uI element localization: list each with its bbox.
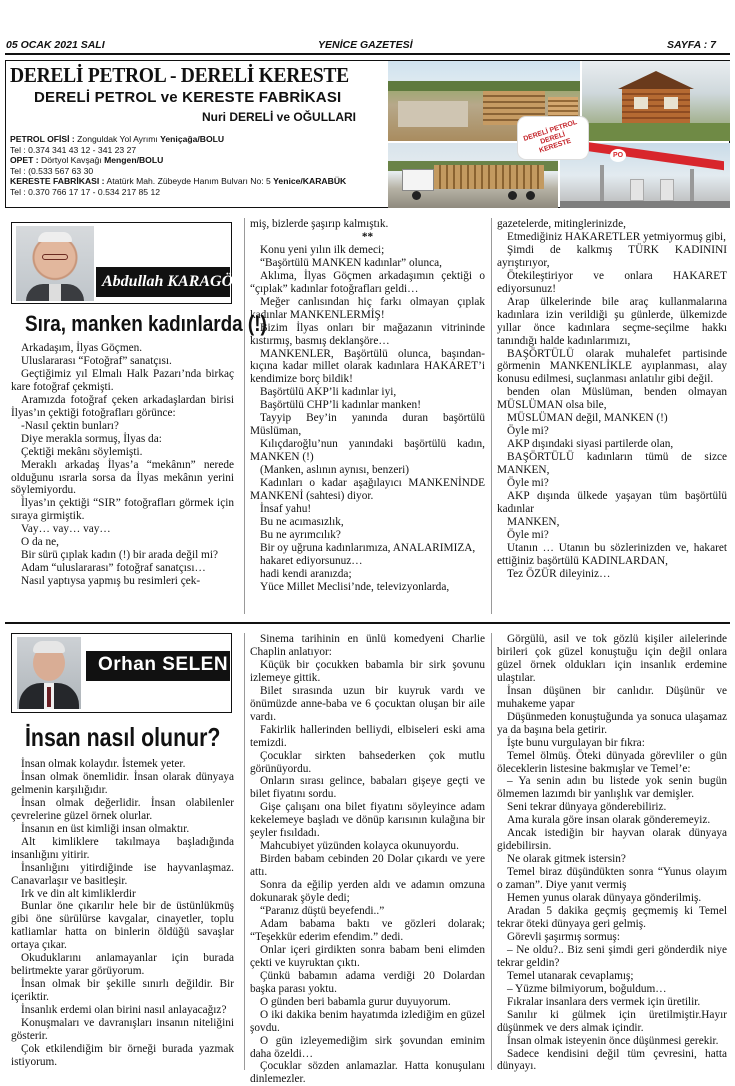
paragraph: Gişe çalışanı ona bilet fiyatını söyleyince adam kekelemeye başladı ve dönüp karısının kulağına bir şeyler fısıldadı. [250,801,485,840]
article1-column-2 [250,218,485,614]
author-box [11,222,243,304]
paragraph: Yüce Millet Meclisi’nde, televizyonlarda, [260,580,450,593]
page-number: SAYFA : 7 [667,39,717,51]
ad-line: Tel : (0.533 567 63 30 [10,165,94,176]
paragraph: Birden babam cebinden 20 Dolar çıkardı ve yere attı. [250,853,485,879]
paragraph: Düşünmeden konuştuğunda ya sonuca ulaşamaz ya da başına bela getirir. [497,710,727,736]
paragraph: Temel ölmüş. Öteki dünyada görevliler o gün öleceklerin listesine bakmışlar ve Temel’e: [497,749,727,775]
paragraph: İlyas’ın çektiği “SIR” fotoğrafları görmek için sıraya girmiştik. [11,497,234,523]
article1-column-1 [11,342,234,614]
ad-subtitle: DERELİ PETROL ve KERESTE FABRİKASI [34,89,342,106]
paragraph: Ancak istediğin bir hayvan olarak dünyaya gidebilirsin. [497,827,727,853]
paragraph: İnsan olmak değerlidir. İnsan olabilenler çevrelerine güzel örnek olurlar. [11,796,234,822]
paragraph: AKP dışındaki siyasi partilerde olan, [507,438,674,451]
advertisement-box [5,60,730,208]
paragraph: benden olan Müslüman, benden olmayan MÜSLÜMAN olsa bile, [497,386,727,412]
paragraph: Öyle mi? [507,425,549,438]
paragraph: İnsan olmak bir şekille sınırlı değildir. Bir içeriktir. [11,978,234,1004]
paragraph: BAŞÖRTÜLÜ kadınların tümü de sizce MANKEN, [497,451,727,477]
paragraph: – Ne oldu?.. Biz seni şimdi geri gönderdik niye tekrar geldin? [497,943,727,969]
paragraph: Şimdi de kalkmış TÜRK KADININI ayrıştırıyor, [497,243,727,269]
paragraph: (Manken, aslının aynısı, benzeri) [260,464,410,477]
paragraph: İnsan olmak kolaydır. İstemek yeter. [21,758,186,770]
separator-stars: ** [361,230,374,243]
paragraph: Temel utanarak cevaplamış; [507,969,634,982]
paragraph: O gün izleyemediğim sirk şovundan eminim daha özeldi… [250,1034,485,1060]
paragraph: Çocuklar sirkten bahsederken çok mutlu görünüyordu. [250,749,485,775]
paragraph: MANKEN, [507,515,560,528]
paragraph: Adam “uluslararası” fotoğraf sanatçısı… [21,562,206,575]
ad-title: DERELİ PETROL - DERELİ KERESTE [10,63,349,87]
paragraph: Bir sürü çıplak kadın (!) bir arada değil mi? [21,549,219,562]
paragraph: Sinema tarihinin en ünlü komedyeni Charlie Chaplin anlatıyor: [250,633,485,658]
section-rule [5,622,730,624]
paragraph: Görgülü, asil ve tok gözlü kişiler ailelerinde birileri çok güzel konuştuğu için değil onlara güzel örnek oldukları için insanlık erdemine ulaştılar. [497,633,727,684]
ad-logo-text: DERELİ PETROL DERELİ KERESTE [522,118,579,155]
paragraph: Sanılır ki gülmek için üretilmiştir.Hayır düşünmek ve ders almak içindir. [497,1008,727,1034]
paragraph: Irk ve din alt kimliklerdir [21,887,136,900]
paragraph: Görevli şaşırmış sormuş: [507,930,620,943]
header-rule [5,53,730,55]
paragraph: Çünkü babamın adama verdiği 20 Dolardan başka parası yoktu. [250,969,485,995]
paragraph: MANKENLER, Başörtülü olunca, başından-kıçına kadar millet olarak kadınlara HAKARET’i kendimize borç bildik! [250,347,485,386]
paragraph: Konuşmaları ve davranışları insanın niteliğini gösterir. [11,1017,234,1043]
ad-owner: Nuri DERELİ ve OĞULLARI [202,110,357,124]
paragraph: – Ya senin adın bu listede yok senin bugün ölmemen lazımdı bir yanlışlık var demişler. [497,775,727,801]
paragraph: hadi kendi aranızda; [260,567,352,580]
paragraph: Uluslararası “Fotoğraf” sanatçısı. [21,354,172,367]
paragraph: Onlar içeri girdikten sonra babam beni elimden çekti ve kuyruktan çıktı. [250,943,485,969]
article1-title: Sıra, manken kadınlarda (!) [25,311,267,336]
station-logo: PO [610,149,626,162]
paragraph: Adam babama baktı ve gözleri dolarak; “Teşekkür ederim efendim.” dedi. [250,917,485,943]
paragraph: İşte bunu vurgulayan bir fıkra: [507,736,645,749]
paragraph: Öyle mi? [507,477,549,490]
author-name: Abdullah KARAGÖZ [102,273,243,290]
paragraph: Küçük bir çocukken babamla bir sirk şovunu izlemeye gittik. [250,658,485,684]
paragraph: gazetelerde, mitinglerinizde, [497,218,626,230]
ad-logo-badge [518,117,588,159]
paragraph: Sadece kendisini değil tüm çevresini, hatta dünyayı. [497,1047,727,1073]
article1-column-3 [497,218,727,614]
article2-column-1 [11,758,234,1070]
ad-line: Tel : 0.370 766 17 17 - 0.534 217 85 12 [10,186,161,197]
paragraph: Bu ne acımasızlık, [260,515,344,528]
paragraph: hakaret ediyorsunuz… [260,554,363,567]
column-divider [491,633,492,1070]
paragraph: Alt kimliklere takılmaya başladığında insanlığını yitirir. [11,835,234,861]
paragraph: miş, bizlerde şaşırıp kalmıştık. [250,218,389,230]
paragraph: İnsaf yahu! [260,502,312,515]
paragraph: Geçtiğimiz yıl Elmalı Halk Pazarı’nda birkaç kare fotoğraf çekmişti. [11,367,234,393]
paragraph: İnsanlığını yitirdiğinde ise hayvanlaşmaz. Canavarlaşır ve basitleşir. [11,861,234,887]
paragraph: İnsanlık erdemi olan birini nasıl anlayacağız? [21,1004,227,1017]
paragraph: Ötekileştiriyor ve onlara HAKARET ediyorsunuz! [497,269,727,295]
paragraph: Okuduklarını anlamayanlar için burada belirtmekte yarar görüyorum. [11,952,234,978]
paragraph: BAŞÖRTÜLÜ olarak muhalefet partisinde görmenin MANKENLİKLE ayıplanması, alay konusu edilmesi, suçlanması anlatılır gibi değil. [497,347,727,386]
paragraph: Aradan 5 dakika geçmiş geçmemiş ki Temel tekrar öteki dünyaya geri gelmiş. [497,905,727,930]
paragraph: Utanın … Utanın bu sözlerinizden ve, hakaret ettiğiniz başörtülü KADINLARDAN, [497,541,727,567]
paragraph: -Nasıl çektin bunları? [21,419,119,432]
paragraph: Etmediğiniz HAKARETLER yetmiyormuş gibi, [507,230,727,243]
article2-column-3 [497,633,727,1073]
paragraph: Vay… vay… vay… [21,523,111,536]
paragraph: Arkadaşım, İlyas Göçmen. [21,342,143,354]
paragraph: Çocuklar sözden anlamazlar. Hatta konuşulanı dinlemezler. [250,1060,485,1086]
ad-photo-collage [388,61,730,208]
paragraph: Konu yeni yılın ilk demeci; [260,243,385,256]
paragraph: Aramızda fotoğraf çeken arkadaşlardan birisi İlyas’ın çektiği fotoğrafları görünce: [11,393,234,419]
paragraph: Bir oy uğruna kadınlarımıza, ANALARIMIZA, [260,541,476,554]
paragraph: Seni tekrar dünyaya gönderebiliriz. [507,801,667,814]
ad-line: OPET : Dörtyol Kavşağı Mengen/BOLU [10,155,164,166]
paragraph: AKP dışında ülkede yaşayan tüm başörtülü kadınlar [497,490,727,515]
paragraph: Mahcubiyet yüzünden kolayca okunuyordu. [260,840,459,853]
paragraph: Bu ne ayrımcılık? [260,528,341,541]
paragraph: – Yüzme bilmiyorum, boğuldum… [507,982,667,995]
paragraph: Meğer canlısından hiç farkı olmayan çıplak kadınlar MANKENLERMİŞ! [250,295,485,321]
paragraph: Bunlar öne çıkarılır hele bir de üstünlükmüş gibi öne sürülürse kavgalar, cinayetler, toplu katliamlar hatta on binlerin öldüğü savaşlar ortaya çıkar. [11,900,234,952]
paragraph: O da ne, [21,536,59,549]
paragraph: Aklıma, İlyas Göçmen arkadaşımın çektiği o “çıplak” kadınlar fotoğrafları geldi… [250,269,485,295]
author-name: Orhan SELEN [98,654,229,675]
paragraph: Kılıçdaroğlu’nun yanındaki başörtülü kadın, MANKEN (!) [250,438,485,464]
ad-line: KERESTE FABRİKASI : Atatürk Mah. Zübeyde Hanım Bulvarı No: 5 Yenice/KARABÜK [10,176,347,187]
author-photo [17,637,81,709]
paragraph: Arap ülkelerinde bile araç kullanmalarına kadınlara izin verildiği şu günlerde, ülkemizde yıllar önce kadınlara seçme-seçilme hakkı tanındığı halde kadınlarımızı, [497,295,727,347]
ad-line: PETROL OFİSİ : Zonguldak Yol Ayrımı Yeniçağa/BOLU [10,134,225,144]
paragraph: Diye merakla sormuş, İlyas da: [21,432,162,445]
paragraph: Başörtülü CHP’li kadınlar manken! [260,399,421,412]
paragraph: Temel biraz düşündükten sonra “Yunus olayım o zaman”. Diye yanıt vermiş [497,866,727,892]
paragraph: Ama kurala göre insan olarak gönderemeyiz. [507,814,711,827]
paragraph: Tez ÖZÜR dileyiniz… [507,567,611,580]
paragraph: İnsan olmak isteyenin önce düşünmesi gerekir. [507,1034,719,1047]
paragraph: Fakirlik hallerinden belliydi, elbiseleri eski ama temizdi. [250,723,485,749]
article2-title: İnsan nasıl olunur? [25,722,221,752]
author-photo [16,226,94,301]
column-divider [244,633,245,1070]
column-divider [491,218,492,614]
paragraph: Fıkralar insanlara ders vermek için üretilir. [507,995,701,1008]
paragraph: Onların sırası gelince, babaları gişeye geçti ve bilet fiyatını sordu. [250,775,485,801]
glasses-icon [42,254,68,260]
paragraph: O iki dakika benim hayatımda izlediğim en güzel şovdu. [250,1008,485,1034]
paragraph: Çok etkilendiğim bir örneği burada yazmak istiyorum. [11,1042,234,1068]
paragraph: Bizim İlyas onları bir mağazanın vitrininde kıstırmış, basmış deklanşöre… [250,321,485,347]
ad-contact-info [10,134,346,198]
paragraph: Kadınları o kadar aşağılayıcı MANKENİNDE MANKENİ (sahtesi) diyor. [250,477,485,503]
paragraph: Sonra da eğilip yerden aldı ve adamın omzuna dokunarak şöyle dedi; [250,879,485,905]
paragraph: İnsan olmak önemlidir. İnsan olarak dünyaya gelmenin karşılığıdır. [11,770,234,796]
paragraph: Meraklı arkadaş İlyas’a “mekânın” nerede olduğunu ısrarla sorsa da İlyas mekânın yerini söylemiyordu. [11,458,234,497]
paragraph: Ne olarak gitmek istersin? [507,853,626,866]
paragraph: “Başörtülü MANKEN kadınlar” olunca, [260,256,442,269]
paragraph: Nasıl yaptıysa yapmış bu resimleri çek- [21,575,201,588]
paragraph: Bilet sırasında uzun bir kuyruk vardı ve önümüzde anne-baba ve 6 çocuktan oluşan bir aile vardı. [250,684,485,723]
paragraph: O günden beri babamla gurur duyuyorum. [260,995,451,1008]
column-divider [244,218,245,614]
paragraph: Başörtülü AKP’li kadınlar iyi, [260,386,397,399]
author-box [11,633,232,713]
wooden-house-photo [582,61,730,141]
ad-line: Tel : 0.374 341 43 12 - 341 23 27 [10,144,137,155]
issue-date: 05 OCAK 2021 SALI [6,39,105,51]
paragraph: İnsanın en üst kimliği insan olmaktır. [21,822,190,835]
article2-column-2 [250,633,485,1086]
paragraph: “Paranız düştü beyefendi..” [260,905,385,918]
newspaper-name: YENİCE GAZETESİ [318,39,413,51]
paragraph: MÜSLÜMAN değil, MANKEN (!) [507,412,668,425]
paragraph: İnsan düşünen bir canlıdır. Düşünür ve muhakeme yapar [497,684,727,710]
paragraph: Hemen yunus olarak dünyaya gönderilmiş. [507,892,702,905]
paragraph: Tayyip Bey’in yanında duran başörtülü Müslüman, [250,412,485,438]
paragraph: Öyle mi? [507,528,549,541]
paragraph: Çektiği mekânı söylemişti. [21,445,143,458]
